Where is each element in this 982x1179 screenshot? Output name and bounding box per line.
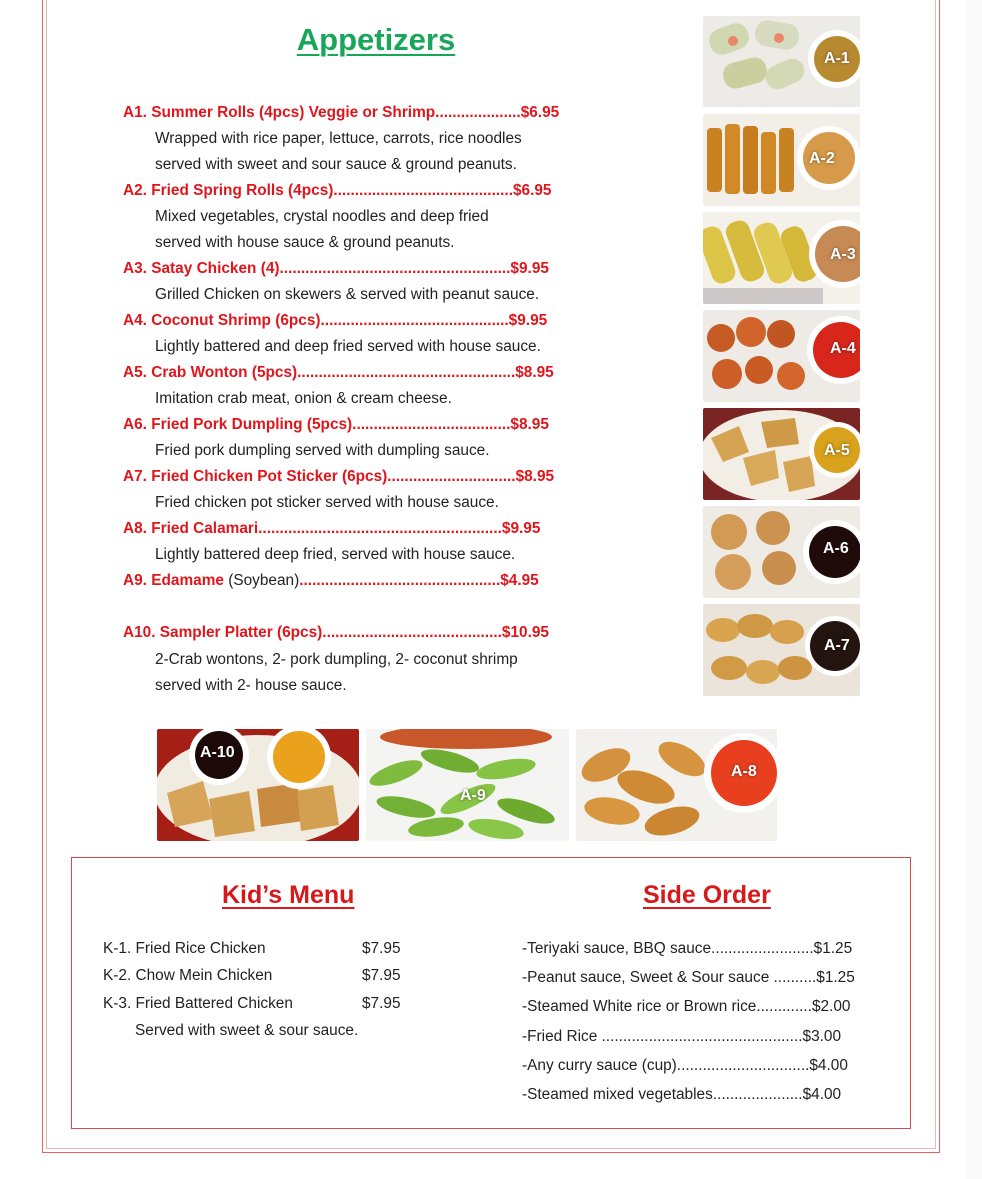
side-order-item: -Teriyaki sauce, BBQ sauce........................$1.25 — [522, 940, 853, 957]
kids-item: K-1. Fried Rice Chicken — [103, 940, 266, 957]
photo-label: A-10 — [200, 744, 235, 761]
page-edge — [966, 0, 982, 1179]
photo-label: A-7 — [824, 637, 850, 654]
menu-item-a9-price: ...............................................$4.95 — [299, 572, 539, 589]
menu-item-a9 — [123, 571, 539, 591]
side-order-item: -Fried Rice ...............................................$3.00 — [522, 1028, 842, 1045]
menu-item-a2-desc: served with house sauce & ground peanuts. — [155, 234, 455, 251]
kids-item-price: $7.95 — [362, 967, 401, 984]
menu-item-a6-desc: Fried pork dumpling served with dumpling sauce. — [155, 442, 490, 459]
side-order-item: -Peanut sauce, Sweet & Sour sauce ..........$1.25 — [522, 969, 855, 986]
menu-item-a3-desc: Grilled Chicken on skewers & served with peanut sauce. — [155, 286, 540, 303]
menu-item-a9-name: A9. Edamame — [123, 572, 224, 589]
menu-item-a1-desc: Wrapped with rice paper, lettuce, carrots, rice noodles — [155, 130, 522, 147]
photo-a8 — [576, 729, 777, 841]
kids-note: Served with sweet & sour sauce. — [135, 1022, 359, 1039]
side-order-item: -Steamed White rice or Brown rice.............$2.00 — [522, 998, 851, 1015]
menu-item-a1-desc: served with sweet and sour sauce & ground peanuts. — [155, 156, 517, 173]
photo-label: A-2 — [809, 150, 835, 167]
menu-item-a2-desc: Mixed vegetables, crystal noodles and deep fried — [155, 208, 489, 225]
kids-item-price: $7.95 — [362, 995, 401, 1012]
menu-item-a9-note: (Soybean) — [223, 572, 300, 589]
menu-item-a8: A8. Fried Calamari.........................................................$9.95 — [123, 520, 541, 537]
menu-item-a6: A6. Fried Pork Dumpling (5pcs).....................................$8.95 — [123, 416, 549, 433]
photo-a1 — [703, 16, 860, 107]
kids-item: K-2. Chow Mein Chicken — [103, 967, 273, 984]
menu-item-a10-desc: served with 2- house sauce. — [155, 677, 347, 694]
menu-item-a4: A4. Coconut Shrimp (6pcs)............................................$9.95 — [123, 312, 548, 329]
menu-item-a2: A2. Fried Spring Rolls (4pcs)..........................................$6.95 — [123, 182, 552, 199]
photo-a4 — [703, 310, 860, 402]
menu-item-a10: A10. Sampler Platter (6pcs)..........................................$10.95 — [123, 624, 549, 641]
photo-a9 — [366, 729, 569, 841]
photo-a2 — [703, 114, 860, 206]
menu-item-a5-desc: Imitation crab meat, onion & cream cheese. — [155, 390, 452, 407]
photo-label: A-8 — [731, 763, 757, 780]
kids-item-price: $7.95 — [362, 940, 401, 957]
menu-item-a1: A1. Summer Rolls (4pcs) Veggie or Shrimp....................$6.95 — [123, 104, 560, 121]
photo-a3 — [703, 212, 860, 304]
menu-item-a10-desc: 2-Crab wontons, 2- pork dumpling, 2- coconut shrimp — [155, 651, 518, 668]
appetizers-title: Appetizers — [296, 22, 456, 57]
menu-item-a5: A5. Crab Wonton (5pcs)...................................................$8.95 — [123, 364, 554, 381]
menu-item-a7: A7. Fried Chicken Pot Sticker (6pcs)..............................$8.95 — [123, 468, 555, 485]
side-order-item: -Steamed mixed vegetables.....................$4.00 — [522, 1086, 842, 1103]
photo-label: A-3 — [830, 246, 856, 263]
photo-label: A-9 — [460, 787, 486, 804]
photo-label: A-1 — [824, 50, 850, 67]
photo-label: A-5 — [824, 442, 850, 459]
menu-item-a7-desc: Fried chicken pot sticker served with house sauce. — [155, 494, 499, 511]
photo-a10 — [157, 729, 359, 841]
menu-item-a8-desc: Lightly battered deep fried, served with house sauce. — [155, 546, 516, 563]
photo-a7 — [703, 604, 860, 696]
menu-item-a3: A3. Satay Chicken (4)......................................................$9.95 — [123, 260, 549, 277]
photo-a6 — [703, 506, 860, 598]
photo-a5 — [703, 408, 860, 500]
side-order-item: -Any curry sauce (cup)...............................$4.00 — [522, 1057, 848, 1074]
photo-label: A-4 — [830, 340, 856, 357]
kids-menu-title: Kid’s Menu — [222, 881, 355, 909]
side-order-title: Side Order — [643, 881, 771, 909]
menu-item-a4-desc: Lightly battered and deep fried served with house sauce. — [155, 338, 541, 355]
kids-item: K-3. Fried Battered Chicken — [103, 995, 293, 1012]
photo-label: A-6 — [823, 540, 849, 557]
